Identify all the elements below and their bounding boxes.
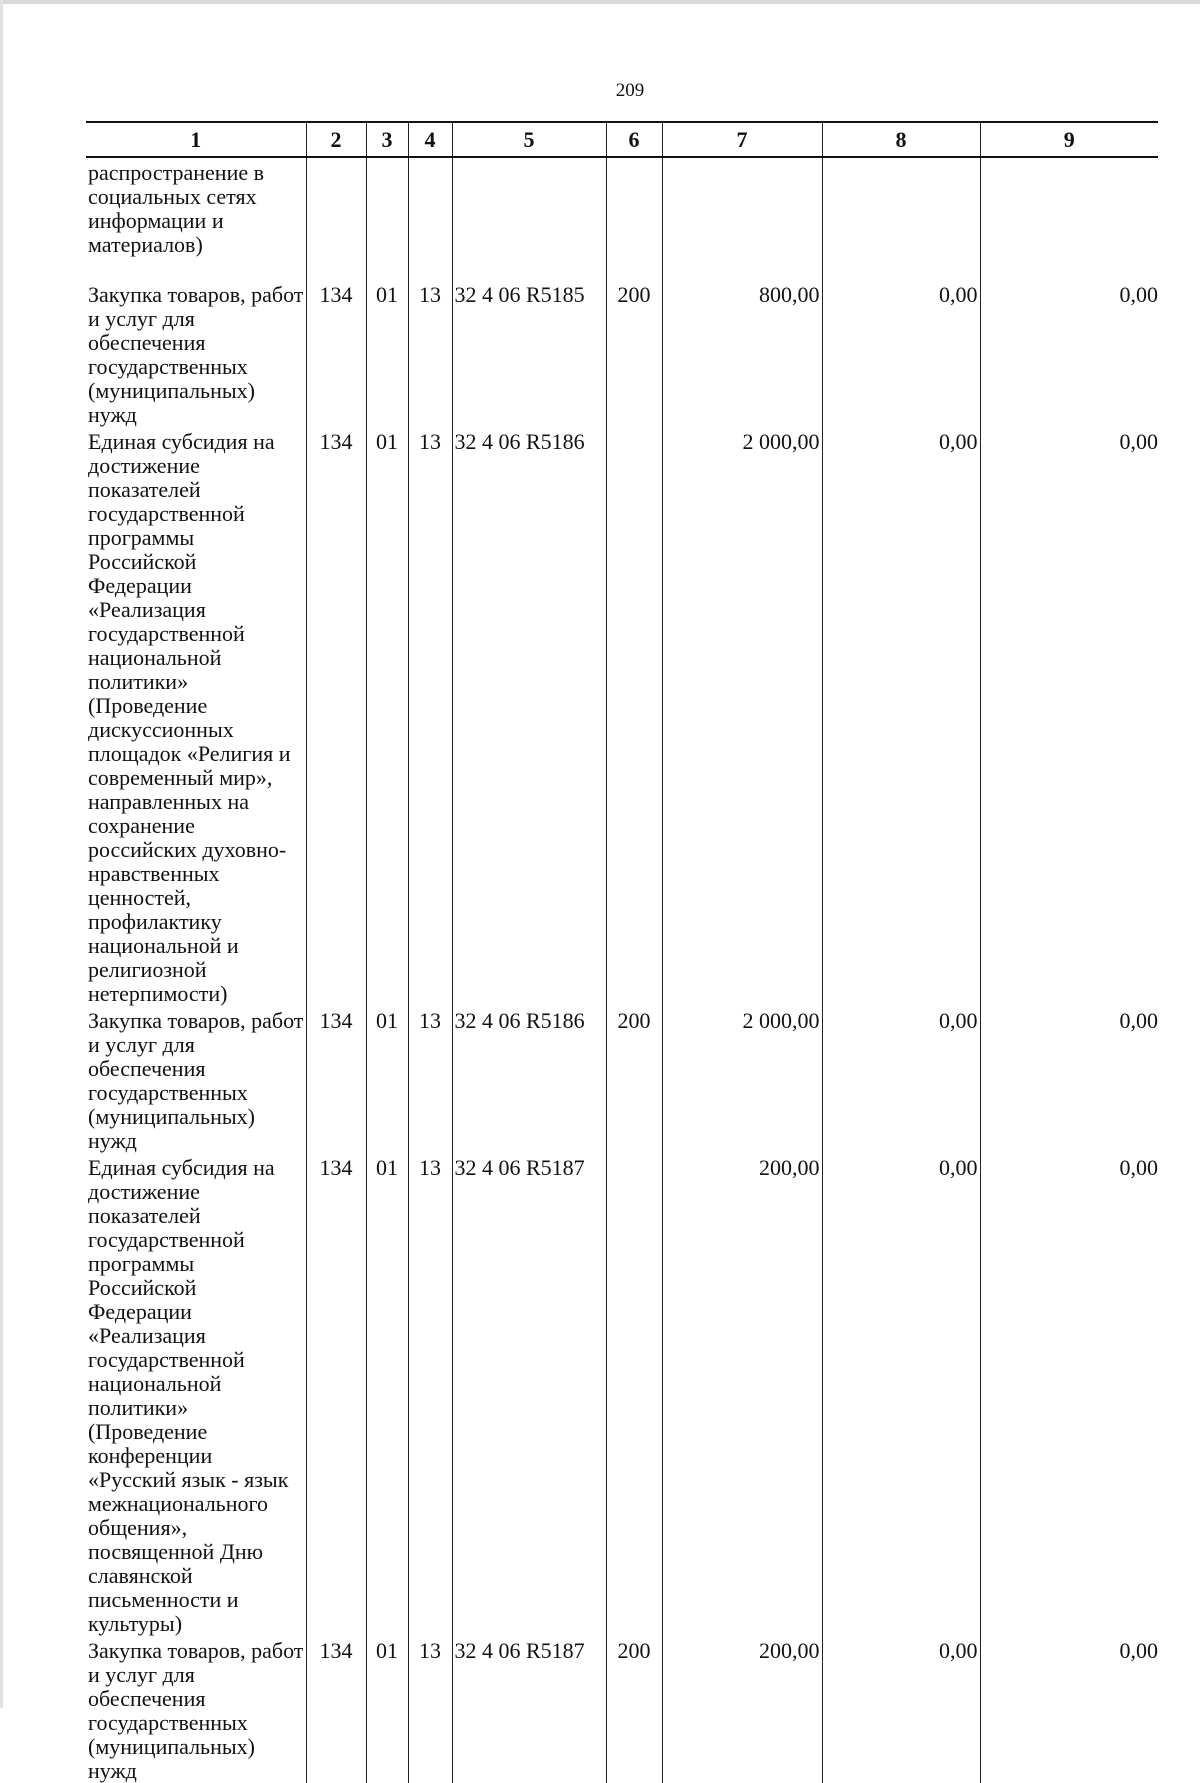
table-row [86, 280, 1158, 427]
cell-c8: 0,00 [822, 1006, 980, 1153]
cell-c7: 2 000,00 [662, 427, 822, 1006]
cell-c9: 0,00 [980, 1636, 1158, 1783]
row-name-cell: Единая субсидия на достижение показателей государственной программы Российской Федерации «Реализация государственной национальной политики» (Проведение дискуссионных площадок «Религия и современный мир», направленных на сохранение российских духовно-нравственных ценностей, профилактику национальной и религиозной нетерпимости) [86, 427, 306, 1006]
cell-c7: 200,00 [662, 1636, 822, 1783]
table-row [86, 157, 1158, 280]
table-header-row [86, 122, 1158, 157]
cell-c5: 32 4 06 R5186 [452, 1006, 606, 1153]
cell-c6 [606, 157, 662, 280]
scan-edge-top [0, 0, 1200, 4]
column-header: 7 [662, 122, 822, 157]
cell-c4: 13 [408, 1153, 452, 1636]
cell-c2: 134 [306, 1006, 366, 1153]
column-header: 9 [980, 122, 1158, 157]
column-header: 5 [452, 122, 606, 157]
cell-c3 [366, 157, 408, 280]
cell-c6 [606, 427, 662, 1006]
budget-table [86, 121, 1158, 1783]
column-header: 6 [606, 122, 662, 157]
row-name-cell: распространение в социальных сетях информации и материалов) [86, 157, 306, 280]
cell-c9: 0,00 [980, 1153, 1158, 1636]
row-name-cell: Закупка товаров, работ и услуг для обеспечения государственных (муниципальных) нужд [86, 1006, 306, 1153]
cell-c4 [408, 157, 452, 280]
table-row [86, 1636, 1158, 1783]
column-header: 4 [408, 122, 452, 157]
table-row [86, 1006, 1158, 1153]
cell-c9: 0,00 [980, 427, 1158, 1006]
cell-c4: 13 [408, 1636, 452, 1783]
row-name-cell: Закупка товаров, работ и услуг для обеспечения государственных (муниципальных) нужд [86, 280, 306, 427]
cell-c8: 0,00 [822, 1636, 980, 1783]
cell-c5: 32 4 06 R5187 [452, 1153, 606, 1636]
cell-c4: 13 [408, 280, 452, 427]
cell-c8: 0,00 [822, 280, 980, 427]
cell-c6: 200 [606, 280, 662, 427]
cell-c3: 01 [366, 427, 408, 1006]
cell-c7: 800,00 [662, 280, 822, 427]
cell-c4: 13 [408, 1006, 452, 1153]
cell-c5: 32 4 06 R5186 [452, 427, 606, 1006]
table-row [86, 1153, 1158, 1636]
budget-table-container [86, 121, 1158, 1783]
cell-c3: 01 [366, 280, 408, 427]
column-header: 1 [86, 122, 306, 157]
cell-c5: 32 4 06 R5187 [452, 1636, 606, 1783]
cell-c7 [662, 157, 822, 280]
cell-c3: 01 [366, 1636, 408, 1783]
row-name-cell: Закупка товаров, работ и услуг для обеспечения государственных (муниципальных) нужд [86, 1636, 306, 1783]
cell-c9: 0,00 [980, 1006, 1158, 1153]
cell-c8 [822, 157, 980, 280]
cell-c6: 200 [606, 1636, 662, 1783]
cell-c9 [980, 157, 1158, 280]
cell-c2 [306, 157, 366, 280]
cell-c3: 01 [366, 1153, 408, 1636]
cell-c5 [452, 157, 606, 280]
cell-c6 [606, 1153, 662, 1636]
table-row [86, 427, 1158, 1006]
column-header: 3 [366, 122, 408, 157]
scan-edge-left [0, 0, 3, 1708]
column-header: 2 [306, 122, 366, 157]
cell-c2: 134 [306, 1153, 366, 1636]
cell-c2: 134 [306, 427, 366, 1006]
cell-c8: 0,00 [822, 1153, 980, 1636]
cell-c7: 2 000,00 [662, 1006, 822, 1153]
cell-c7: 200,00 [662, 1153, 822, 1636]
cell-c5: 32 4 06 R5185 [452, 280, 606, 427]
cell-c3: 01 [366, 1006, 408, 1153]
cell-c8: 0,00 [822, 427, 980, 1006]
cell-c6: 200 [606, 1006, 662, 1153]
column-header: 8 [822, 122, 980, 157]
page-number: 209 [615, 80, 645, 101]
cell-c9: 0,00 [980, 280, 1158, 427]
cell-c2: 134 [306, 1636, 366, 1783]
row-name-cell: Единая субсидия на достижение показателей государственной программы Российской Федерации «Реализация государственной национальной политики» (Проведение конференции «Русский язык - язык межнационального общения», посвященной Дню славянской письменности и культуры) [86, 1153, 306, 1636]
cell-c4: 13 [408, 427, 452, 1006]
cell-c2: 134 [306, 280, 366, 427]
